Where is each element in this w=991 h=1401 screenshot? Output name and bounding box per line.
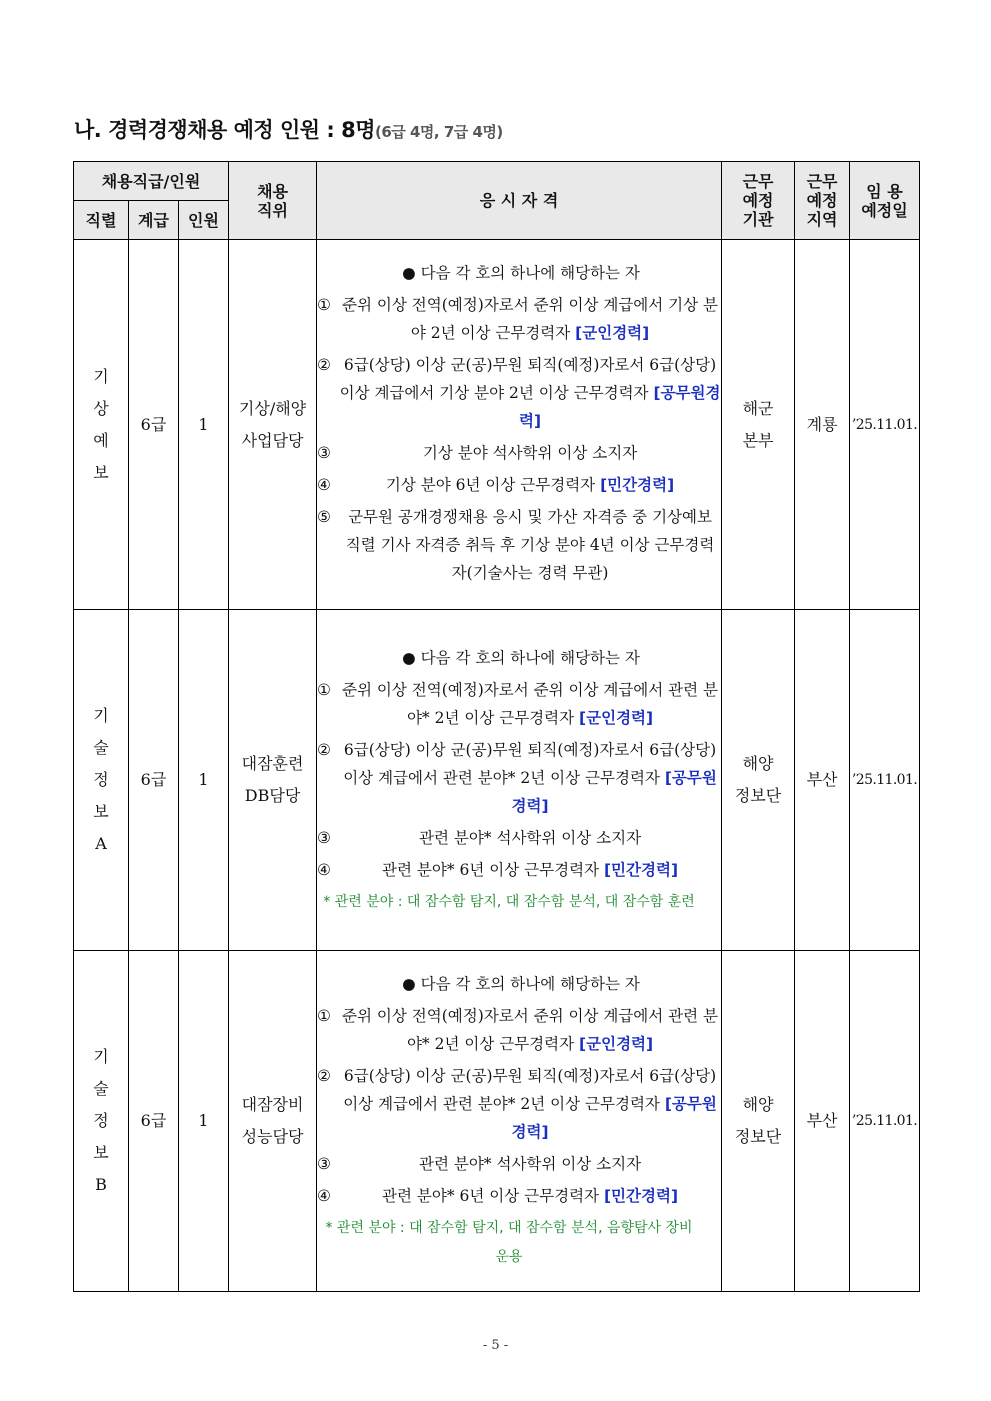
item-text: 기상 분야 석사학위 이상 소지자 xyxy=(422,443,638,462)
qualification-item xyxy=(317,824,721,852)
cell-agency: 해양 정보단 xyxy=(722,951,795,1292)
table-row xyxy=(74,951,920,1292)
cell-agency: 해양 정보단 xyxy=(722,610,795,951)
item-text: 6급(상당) 이상 군(공)무원 퇴직(예정)자로서 6급(상당) 이상 계급에서 관련 분야* 2년 이상 근무경력자 xyxy=(343,740,717,787)
header-region: 근무 예정 지역 xyxy=(795,162,850,240)
career-tag: [민간경력] xyxy=(603,1187,679,1205)
cell-position: 대잠장비 성능담당 xyxy=(229,951,317,1292)
qualification-item xyxy=(317,291,721,347)
header-grade: 계급 xyxy=(129,201,179,240)
item-text: 6급(상당) 이상 군(공)무원 퇴직(예정)자로서 6급(상당) 이상 계급에서 관련 분야* 2년 이상 근무경력자 xyxy=(343,1067,717,1113)
item-number: ③ xyxy=(317,1155,331,1173)
item-text: 준위 이상 전역(예정)자로서 준위 이상 계급에서 기상 분야 2년 이상 근무경력자 xyxy=(342,295,719,342)
item-text: 관련 분야* 6년 이상 근무경력자 xyxy=(382,1187,600,1205)
cell-series: 기술 정보 A xyxy=(74,610,129,951)
header-qualification: 응 시 자 격 xyxy=(317,162,722,240)
qualification-item xyxy=(317,676,721,732)
qualification-item xyxy=(317,471,721,499)
cell-count: 1 xyxy=(179,951,229,1292)
item-text: 기상 분야 6년 이상 근무경력자 xyxy=(385,475,596,494)
cell-date: ’25.11.01. xyxy=(850,610,920,951)
cell-qualification xyxy=(317,951,722,1292)
cell-series: 기상 예보 xyxy=(74,240,129,610)
heading-main: 나. 경력경쟁채용 예정 인원 : 8명 xyxy=(74,118,375,142)
heading-sub: (6급 4명, 7급 4명) xyxy=(374,123,503,141)
item-number: ② xyxy=(317,740,331,759)
career-tag: [군인경력] xyxy=(579,1035,654,1053)
item-text: 군무원 공개경쟁채용 응시 및 가산 자격증 중 기상예보 직렬 기사 자격증 취득 후 기상 분야 4년 이상 근무경력자(기술사는 경력 무관) xyxy=(345,507,715,582)
career-tag: [공무원경력] xyxy=(511,1095,717,1141)
cell-date: ’25.11.01. xyxy=(850,240,920,610)
qualification-item xyxy=(317,351,721,435)
item-number: ⑤ xyxy=(317,507,331,526)
qualification-item xyxy=(317,736,721,820)
item-number: ② xyxy=(317,355,331,374)
item-number: ① xyxy=(317,680,331,699)
cell-position: 기상/해양 사업담당 xyxy=(229,240,317,610)
item-number: ③ xyxy=(317,828,331,847)
header-position: 채용 직위 xyxy=(229,162,317,240)
item-number: ④ xyxy=(317,1187,331,1205)
header-count: 인원 xyxy=(179,201,229,240)
career-tag: [민간경력] xyxy=(603,860,679,879)
item-text: 준위 이상 전역(예정)자로서 준위 이상 계급에서 관련 분야* 2년 이상 근무경력자 xyxy=(342,680,719,727)
qualification-item xyxy=(317,439,721,467)
section-heading xyxy=(74,114,503,144)
item-text: 관련 분야* 석사학위 이상 소지자 xyxy=(418,1155,642,1173)
career-tag: [공무원경력] xyxy=(511,768,717,815)
item-number: ② xyxy=(317,1067,331,1085)
career-tag: [군인경력] xyxy=(575,323,650,342)
item-number: ① xyxy=(317,295,331,314)
header-series: 직렬 xyxy=(74,201,129,240)
item-number: ④ xyxy=(317,860,331,879)
item-number: ④ xyxy=(317,475,331,494)
header-group: 채용직급/인원 xyxy=(74,162,229,201)
item-number: ③ xyxy=(317,443,331,462)
cell-count: 1 xyxy=(179,610,229,951)
cell-count: 1 xyxy=(179,240,229,610)
career-tag: [군인경력] xyxy=(579,708,654,727)
header-agency: 근무 예정 기관 xyxy=(722,162,795,240)
cell-region: 계룡 xyxy=(795,240,850,610)
qualification-item xyxy=(317,1062,721,1146)
header-date: 임 용 예정일 xyxy=(850,162,920,240)
cell-series: 기술 정보 B xyxy=(74,951,129,1292)
item-text: 관련 분야* 6년 이상 근무경력자 xyxy=(382,860,600,879)
cell-qualification xyxy=(317,240,722,610)
cell-grade: 6급 xyxy=(129,240,179,610)
related-field-note: * 관련 분야 : 대 잠수함 탐지, 대 잠수함 분석, 대 잠수함 훈련 xyxy=(323,893,695,910)
cell-grade: 6급 xyxy=(129,610,179,951)
qualification-item xyxy=(317,856,721,884)
page-number: - 5 - xyxy=(482,1338,509,1353)
item-number: ① xyxy=(317,1007,331,1025)
qualification-intro: ● 다음 각 호의 하나에 해당하는 자 xyxy=(402,648,640,667)
qualification-intro: ● 다음 각 호의 하나에 해당하는 자 xyxy=(402,975,640,993)
qualification-item xyxy=(317,1182,721,1210)
cell-region: 부산 xyxy=(795,610,850,951)
cell-grade: 6급 xyxy=(129,951,179,1292)
career-tag: [공무원경력] xyxy=(519,383,721,430)
qualification-item xyxy=(317,503,721,587)
qualification-item xyxy=(317,1002,721,1058)
cell-region: 부산 xyxy=(795,951,850,1292)
qualification-intro: ● 다음 각 호의 하나에 해당하는 자 xyxy=(402,263,640,282)
related-field-note: * 관련 분야 : 대 잠수함 탐지, 대 잠수함 분석, 음향탐사 장비 운용 xyxy=(325,1220,693,1265)
cell-agency: 해군 본부 xyxy=(722,240,795,610)
cell-date: ’25.11.01. xyxy=(850,951,920,1292)
table-body xyxy=(74,240,920,1292)
cell-position: 대잠훈련 DB담당 xyxy=(229,610,317,951)
table-row xyxy=(74,610,920,951)
table-row xyxy=(74,240,920,610)
cell-qualification xyxy=(317,610,722,951)
item-text: 6급(상당) 이상 군(공)무원 퇴직(예정)자로서 6급(상당) 이상 계급에서 기상 분야 2년 이상 근무경력자 xyxy=(339,355,717,402)
qualification-item xyxy=(317,1150,721,1178)
item-text: 준위 이상 전역(예정)자로서 준위 이상 계급에서 관련 분야* 2년 이상 근무경력자 xyxy=(342,1007,719,1053)
recruitment-table xyxy=(73,161,920,1292)
item-text: 관련 분야* 석사학위 이상 소지자 xyxy=(418,828,642,847)
career-tag: [민간경력] xyxy=(600,475,675,494)
